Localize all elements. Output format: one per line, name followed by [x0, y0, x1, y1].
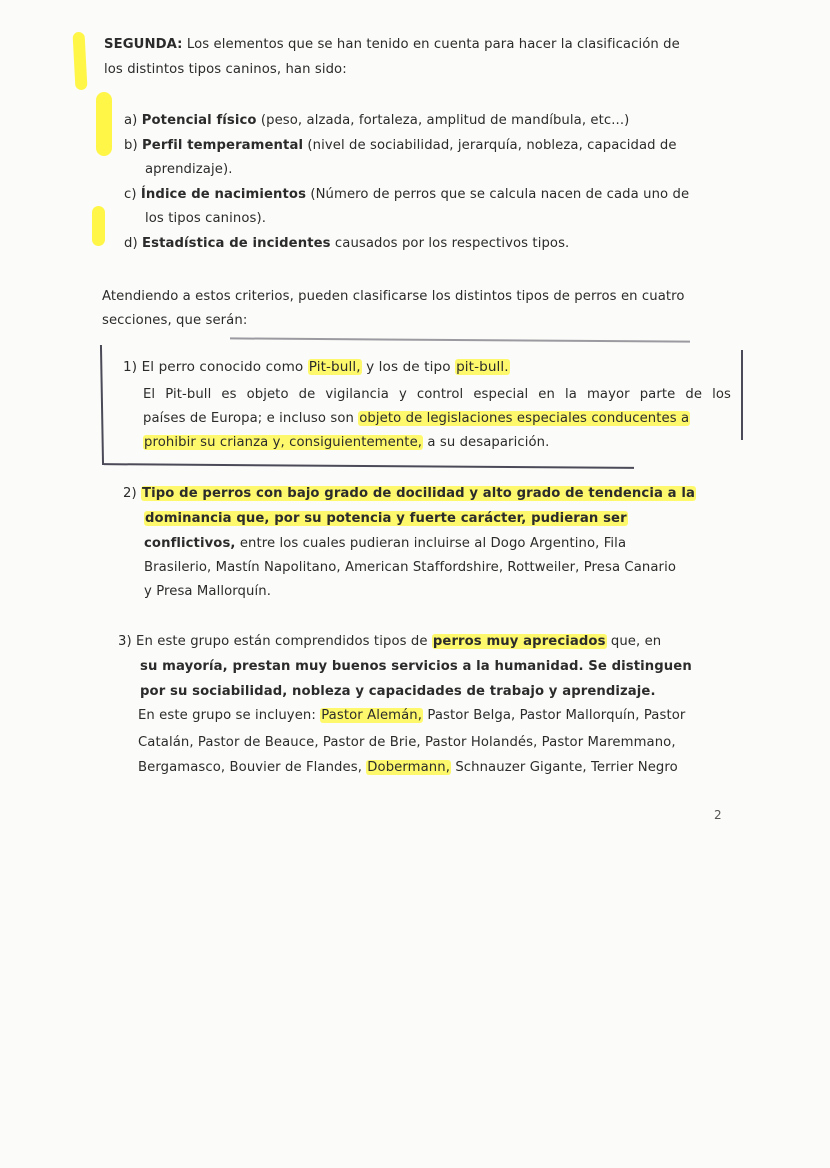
criteria-title: Estadística de incidentes: [142, 236, 331, 251]
section-number: 1): [123, 359, 138, 375]
highlighted-text: Pastor Alemán,: [321, 708, 423, 723]
criteria-item-c: [124, 187, 689, 202]
highlighted-text: prohibir su crianza y, consiguientemente,: [144, 435, 423, 450]
highlighted-text: objeto de legislaciones especiales conducentes a: [359, 411, 690, 426]
body-text: países de Europa; e incluso son: [143, 411, 354, 426]
criteria-title: Índice de nacimientos: [140, 187, 307, 202]
section-3-line-4: [138, 708, 685, 723]
margin-highlight-mark: [96, 92, 112, 156]
criteria-text: (nivel de sociabilidad, jerarquía, nobleza, capacidad de: [307, 138, 677, 153]
body-text: Pastor Belga, Pastor Mallorquín, Pastor: [427, 708, 686, 723]
margin-highlight-mark: [72, 32, 87, 91]
criteria-text: (peso, alzada, fortaleza, amplitud de mandíbula, etc...): [260, 113, 630, 128]
section-3-line-3: por su sociabilidad, nobleza y capacidades de trabajo y aprendizaje.: [140, 684, 656, 699]
section-2-line-5: y Presa Mallorquín.: [144, 584, 271, 599]
section-1-title: [123, 359, 510, 375]
section-number: 2): [123, 486, 137, 501]
intro-line-2: los distintos tipos caninos, han sido:: [104, 62, 347, 77]
margin-highlight-mark: [92, 206, 105, 246]
box-left-line: [100, 345, 104, 465]
criteria-item-d: [124, 236, 569, 251]
section-3-line-2: su mayoría, prestan muy buenos servicios a la humanidad. Se distinguen: [140, 659, 692, 674]
attending-line-1: Atendiendo a estos criterios, pueden clasificarse los distintos tipos de perros en cuatro: [102, 289, 685, 304]
list-marker: d): [124, 236, 138, 251]
body-text: a su desaparición.: [427, 435, 550, 450]
section-2-line-1: [123, 486, 730, 501]
criteria-item-a: [124, 113, 629, 128]
box-top-line: [230, 337, 690, 342]
box-right-line: [741, 350, 743, 440]
section-2-line-4: Brasilerio, Mastín Napolitano, American Staffordshire, Rottweiler, Presa Canario: [144, 560, 677, 575]
attending-line-2: secciones, que serán:: [102, 313, 248, 328]
list-marker: a): [124, 113, 138, 128]
body-text: entre los cuales pudieran incluirse al Dogo Argentino, Fila: [239, 536, 627, 551]
section-3-line-1: [118, 634, 661, 649]
section-1-line-4: [143, 435, 549, 450]
bold-text: conflictivos,: [144, 536, 236, 551]
criteria-title: Potencial físico: [141, 113, 257, 128]
criteria-item-c-cont: los tipos caninos).: [145, 211, 267, 226]
section-label: SEGUNDA:: [104, 37, 183, 52]
section-2-line-2: [144, 511, 628, 526]
intro-text: Los elementos que se han tenido en cuenta para hacer la clasificación de: [186, 37, 680, 52]
criteria-item-b: [124, 138, 677, 153]
highlighted-text: perros muy apreciados: [432, 634, 606, 649]
highlighted-text: dominancia que, por su potencia y fuerte carácter, pudieran ser: [145, 511, 627, 526]
highlighted-text: Dobermann,: [367, 760, 451, 775]
box-bottom-line: [104, 463, 634, 468]
body-text: En este grupo se incluyen:: [138, 708, 316, 723]
list-marker: b): [124, 138, 138, 153]
section-title-text: El perro conocido como: [141, 359, 304, 375]
body-text: que, en: [610, 634, 662, 649]
criteria-title: Perfil temperamental: [142, 138, 304, 153]
criteria-text: causados por los respectivos tipos.: [334, 236, 570, 251]
body-text: Bergamasco, Bouvier de Flandes,: [138, 760, 362, 775]
section-2-line-3: [144, 536, 626, 551]
intro-line-1: [104, 37, 734, 52]
section-3-line-6: [138, 760, 678, 775]
criteria-text: (Número de perros que se calcula nacen de cada uno de: [310, 187, 690, 202]
section-3-line-5: Catalán, Pastor de Beauce, Pastor de Brie, Pastor Holandés, Pastor Maremmano,: [138, 735, 676, 750]
list-marker: c): [124, 187, 137, 202]
highlighted-text: Pit-bull,: [308, 359, 361, 375]
section-number: 3): [118, 634, 132, 649]
highlighted-text: Tipo de perros con bajo grado de docilidad y alto grado de tendencia a la: [142, 486, 695, 501]
section-1-line-3: [143, 411, 733, 426]
page-number: 2: [714, 808, 722, 822]
section-title-text: y los de tipo: [366, 359, 451, 375]
criteria-item-b-cont: aprendizaje).: [145, 162, 233, 177]
body-text: En este grupo están comprendidos tipos de: [136, 634, 428, 649]
body-text: Schnauzer Gigante, Terrier Negro: [455, 760, 678, 775]
section-1-line-2: El Pit-bull es objeto de vigilancia y control especial en la mayor parte de los: [143, 387, 731, 402]
highlighted-text: pit-bull.: [456, 359, 509, 375]
